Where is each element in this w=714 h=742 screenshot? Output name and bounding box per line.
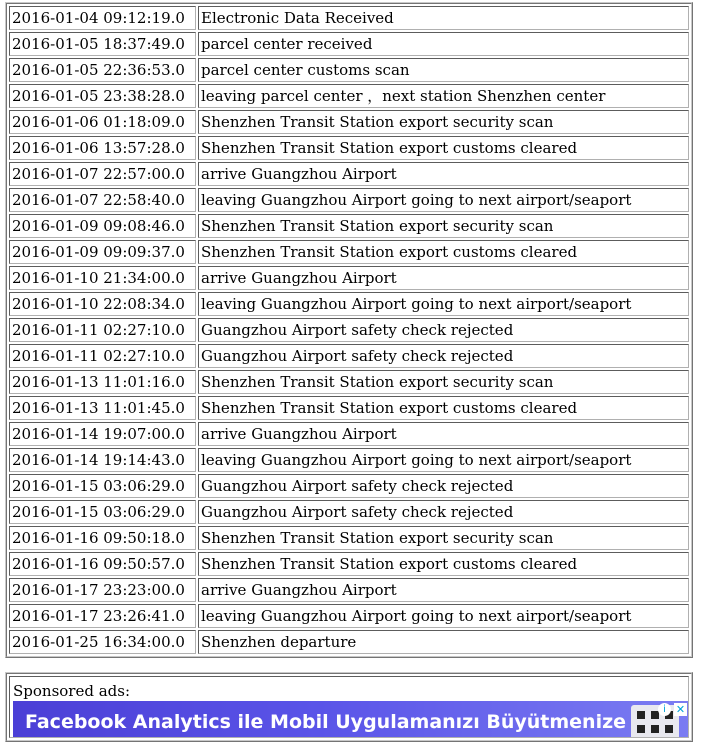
row-timestamp: 2016-01-06 01:18:09.0 — [9, 110, 196, 134]
tracking-table-body — [9, 6, 689, 654]
row-timestamp: 2016-01-13 11:01:16.0 — [9, 370, 196, 394]
table-row — [9, 344, 689, 368]
row-event: arrive Guangzhou Airport — [198, 578, 689, 602]
row-event: Shenzhen Transit Station export customs cleared — [198, 396, 689, 420]
table-row — [9, 578, 689, 602]
sponsored-ads-label: Sponsored ads: — [13, 682, 131, 700]
sponsored-ads-cell — [9, 676, 689, 738]
row-timestamp: 2016-01-13 11:01:45.0 — [9, 396, 196, 420]
row-event: Electronic Data Received — [198, 6, 689, 30]
row-timestamp: 2016-01-10 21:34:00.0 — [9, 266, 196, 290]
row-event: Shenzhen Transit Station export security scan — [198, 214, 689, 238]
table-row — [9, 630, 689, 654]
row-timestamp: 2016-01-17 23:26:41.0 — [9, 604, 196, 628]
row-timestamp: 2016-01-14 19:07:00.0 — [9, 422, 196, 446]
row-timestamp: 2016-01-07 22:57:00.0 — [9, 162, 196, 186]
table-row — [9, 318, 689, 342]
row-event: arrive Guangzhou Airport — [198, 162, 689, 186]
row-timestamp: 2016-01-05 23:38:28.0 — [9, 84, 196, 108]
row-timestamp: 2016-01-05 22:36:53.0 — [9, 58, 196, 82]
row-timestamp: 2016-01-16 09:50:18.0 — [9, 526, 196, 550]
row-timestamp: 2016-01-17 23:23:00.0 — [9, 578, 196, 602]
tracking-container — [5, 2, 693, 658]
row-timestamp: 2016-01-06 13:57:28.0 — [9, 136, 196, 160]
row-timestamp: 2016-01-25 16:34:00.0 — [9, 630, 196, 654]
table-row — [9, 552, 689, 576]
row-event: arrive Guangzhou Airport — [198, 266, 689, 290]
row-event: leaving Guangzhou Airport going to next airport/seaport — [198, 604, 689, 628]
row-event: Guangzhou Airport safety check rejected — [198, 344, 689, 368]
table-row — [9, 32, 689, 56]
row-event: Shenzhen Transit Station export customs cleared — [198, 136, 689, 160]
table-row — [9, 58, 689, 82]
row-timestamp: 2016-01-10 22:08:34.0 — [9, 292, 196, 316]
row-timestamp: 2016-01-16 09:50:57.0 — [9, 552, 196, 576]
ad-banner-text[interactable]: Facebook Analytics ile Mobil Uygulamanızı Büyütmenize — [25, 711, 627, 733]
row-event: Shenzhen Transit Station export customs cleared — [198, 552, 689, 576]
table-row — [9, 396, 689, 420]
row-event: Shenzhen Transit Station export security scan — [198, 110, 689, 134]
ad-banner[interactable] — [13, 701, 689, 738]
row-event: Shenzhen Transit Station export security scan — [198, 370, 689, 394]
row-event: parcel center received — [198, 32, 689, 56]
row-timestamp: 2016-01-04 09:12:19.0 — [9, 6, 196, 30]
row-event: parcel center customs scan — [198, 58, 689, 82]
row-timestamp: 2016-01-09 09:08:46.0 — [9, 214, 196, 238]
row-timestamp: 2016-01-15 03:06:29.0 — [9, 500, 196, 524]
table-row — [9, 292, 689, 316]
table-row — [9, 448, 689, 472]
row-event: leaving Guangzhou Airport going to next airport/seaport — [198, 292, 689, 316]
row-event: leaving Guangzhou Airport going to next airport/seaport — [198, 448, 689, 472]
table-row — [9, 188, 689, 212]
phone-icon — [631, 705, 679, 738]
row-timestamp: 2016-01-11 02:27:10.0 — [9, 344, 196, 368]
row-event: Shenzhen departure — [198, 630, 689, 654]
table-row — [9, 110, 689, 134]
row-timestamp: 2016-01-15 03:06:29.0 — [9, 474, 196, 498]
row-event: Guangzhou Airport safety check rejected — [198, 318, 689, 342]
table-row — [9, 604, 689, 628]
row-timestamp: 2016-01-05 18:37:49.0 — [9, 32, 196, 56]
table-row — [9, 266, 689, 290]
row-event: Guangzhou Airport safety check rejected — [198, 500, 689, 524]
row-event: arrive Guangzhou Airport — [198, 422, 689, 446]
row-event: Shenzhen Transit Station export customs cleared — [198, 240, 689, 264]
table-row — [9, 162, 689, 186]
table-row — [9, 526, 689, 550]
row-timestamp: 2016-01-07 22:58:40.0 — [9, 188, 196, 212]
sponsored-ads-box — [5, 672, 693, 742]
table-row — [9, 136, 689, 160]
table-row — [9, 214, 689, 238]
tracking-table — [5, 2, 693, 658]
row-event: leaving Guangzhou Airport going to next airport/seaport — [198, 188, 689, 212]
table-row — [9, 500, 689, 524]
table-row — [9, 240, 689, 264]
row-event: leaving parcel center ，next station Shenzhen center — [198, 84, 689, 108]
row-timestamp: 2016-01-11 02:27:10.0 — [9, 318, 196, 342]
row-timestamp: 2016-01-14 19:14:43.0 — [9, 448, 196, 472]
table-row — [9, 370, 689, 394]
table-row — [9, 474, 689, 498]
table-row — [9, 6, 689, 30]
table-row — [9, 422, 689, 446]
table-row — [9, 84, 689, 108]
row-timestamp: 2016-01-09 09:09:37.0 — [9, 240, 196, 264]
row-event: Shenzhen Transit Station export security scan — [198, 526, 689, 550]
row-event: Guangzhou Airport safety check rejected — [198, 474, 689, 498]
info-icon[interactable]: i — [658, 703, 671, 716]
close-icon[interactable]: ✕ — [675, 703, 686, 716]
